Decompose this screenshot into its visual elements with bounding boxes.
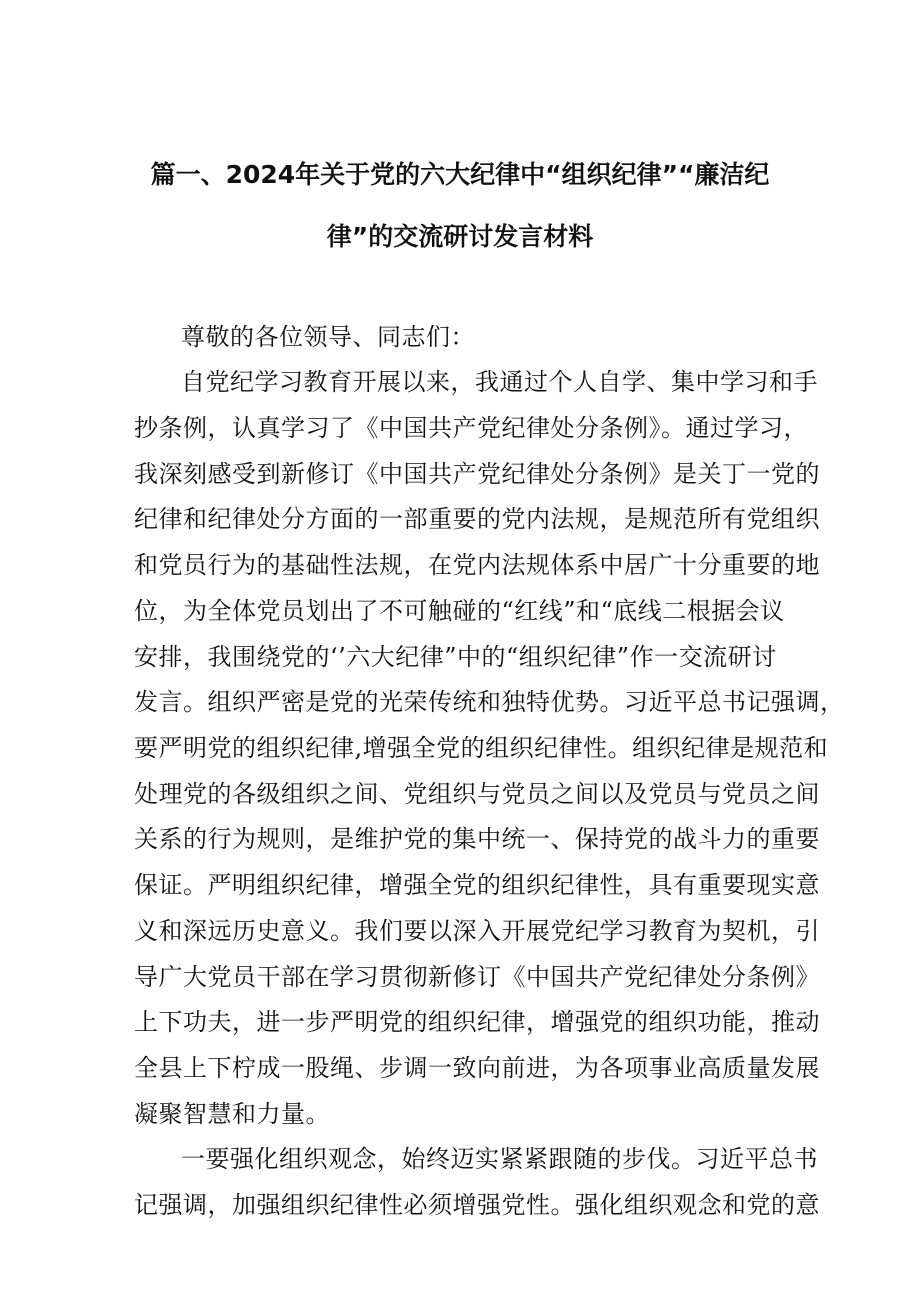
paragraph-line: 义和深远历史意义。我们要以深入开展党纪学习教育为契机，引 [134,917,820,945]
paragraph-line: 我深刻感受到新修订《中国共产党纪律处分条例》是关丁一党的 [134,460,820,488]
paragraph-line: 记强调，加强组织纪律性必须增强党性。强化组织观念和党的意 [134,1191,820,1219]
paragraph-line: 和党员行为的基础性法规，在党内法规体系中居广十分重要的地 [134,551,820,579]
document-title-line-1: 篇一、2024年关于党的六大纪律中“组织纪律”“廉洁纪 [150,160,770,189]
paragraph-line: 处理党的各级组织之间、党组织与党员之间以及党员与党员之间 [134,780,820,808]
paragraph-line: 自党纪学习教育开展以来，我通过个人自学、集中学习和手 [181,368,818,396]
paragraph-line: 凝聚智慧和力量。 [134,1100,330,1128]
paragraph-line: 上下功夫，进一步严明党的组织纪律，增强党的组织功能，推动 [134,1008,820,1036]
paragraph-line: 安排，我围绕党的‘’六大纪律”中的“组织纪律”作一交流研讨 [134,643,777,671]
salutation: 尊敬的各位领导、同志们： [181,323,475,351]
paragraph-line: 发言。组织严密是党的光荣传统和独特优势。习近平总书记强调， [134,688,845,716]
document-title-line-2: 律”的交流研讨发言材料 [326,222,594,251]
paragraph-line: 一要强化组织观念，始终迈实紧紧跟随的步伐。习近平总书 [181,1145,818,1173]
paragraph-line: 保证。严明组织纪律，增强全党的组织纪律性，具有重要现实意 [134,871,820,899]
paragraph-line: 要严明党的组织纪律,增强全党的组织纪律性。组织纪律是规范和 [134,734,829,762]
paragraph-line: 位，为全体党员划出了不可触碰的“红线”和“底线二根据会议 [134,597,785,625]
paragraph-line: 抄条例，认真学习了《中国共产党纪律处分条例》。通过学习， [134,414,808,442]
paragraph-line: 纪律和纪律处分方面的一部重要的党内法规，是规范所有党组织 [134,505,820,533]
paragraph-line: 关系的行为规则，是维护党的集中统一、保持党的战斗力的重要 [134,825,820,853]
paragraph-line: 全县上下柠成一股绳、步调一致向前进，为各项事业高质量发展 [134,1054,820,1082]
paragraph-line: 导广大党员干部在学习贯彻新修订《中国共产党纪律处分条例》 [134,963,820,991]
